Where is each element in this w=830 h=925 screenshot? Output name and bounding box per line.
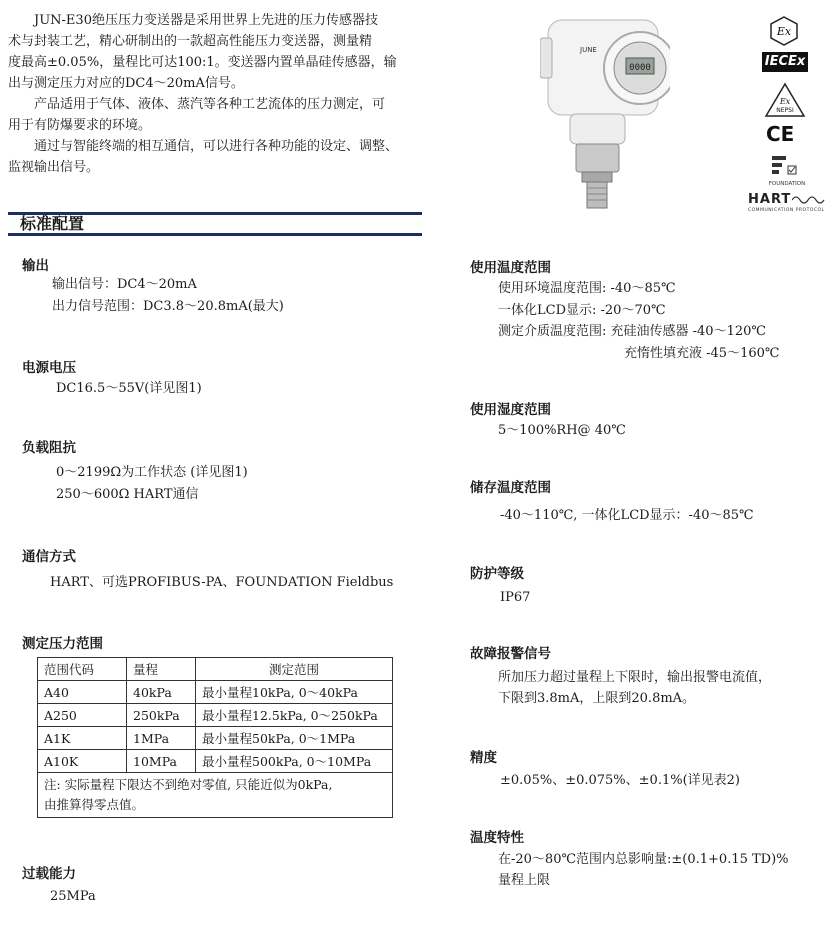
device-brand: JUNE bbox=[580, 46, 597, 54]
comm-value: HART、可选PROFIBUS-PA、FOUNDATION Fieldbus bbox=[50, 575, 394, 590]
nepsi-ex-text: Ex bbox=[779, 97, 791, 106]
iecex-icon: IECEx bbox=[762, 52, 808, 72]
table-note bbox=[38, 773, 393, 818]
range-heading: 测定压力范围 bbox=[22, 636, 103, 652]
table-cell: A250 bbox=[38, 704, 127, 727]
table-header: 测定范围 bbox=[196, 658, 393, 681]
table-cell: 最小量程50kPa, 0～1MPa bbox=[196, 727, 393, 750]
table-row bbox=[38, 704, 393, 727]
storage-value: -40～110℃, 一体化LCD显示：-40～85℃ bbox=[500, 508, 754, 523]
load-heading: 负载阻抗 bbox=[22, 440, 76, 456]
humidity-heading: 使用湿度范围 bbox=[470, 402, 551, 418]
hart-subtitle: COMMUNICATION PROTOCOL bbox=[748, 208, 825, 213]
table-header: 范围代码 bbox=[38, 658, 127, 681]
foundation-icon bbox=[762, 154, 812, 192]
table-row bbox=[38, 681, 393, 704]
load-value: 0～2199Ω为工作状态 (详见图1) bbox=[56, 465, 248, 480]
table-row bbox=[38, 750, 393, 773]
svg-text:0000: 0000 bbox=[629, 63, 651, 73]
intro-line: 用于有防爆要求的环境。 bbox=[8, 118, 152, 133]
transmitter-image bbox=[540, 10, 660, 210]
intro-line: JUN-E30绝压压力变送器是采用世界上先进的压力传感器技 bbox=[34, 13, 378, 28]
table-cell: 40kPa bbox=[127, 681, 196, 704]
table-cell: 最小量程10kPa, 0～40kPa bbox=[196, 681, 393, 704]
table-cell: A10K bbox=[38, 750, 127, 773]
table-cell: 10MPa bbox=[127, 750, 196, 773]
power-value: DC16.5～55V(详见图1) bbox=[56, 381, 202, 396]
intro-line: 产品适用于气体、液体、蒸汽等各种工艺流体的压力测定，可 bbox=[34, 97, 386, 112]
intro-line: 通过与智能终端的相互通信，可以进行各种功能的设定、调整、 bbox=[34, 139, 399, 154]
section-title: 标准配置 bbox=[8, 212, 422, 236]
ex-hexagon-icon bbox=[770, 16, 798, 50]
fault-value: 所加压力超过量程上下限时，输出报警电流值， bbox=[498, 670, 772, 685]
accuracy-value: ±0.05%、±0.075%、±0.1%(详见表2) bbox=[500, 773, 740, 788]
ce-mark-icon: CE bbox=[766, 122, 795, 146]
table-cell: 1MPa bbox=[127, 727, 196, 750]
storage-heading: 储存温度范围 bbox=[470, 480, 551, 496]
overload-value: 25MPa bbox=[50, 889, 96, 904]
temp-heading: 使用温度范围 bbox=[470, 260, 551, 276]
temp-medium: 测定介质温度范围: 充硅油传感器 -40～120℃ bbox=[498, 324, 766, 339]
output-range: 出力信号范围：DC3.8～20.8mA(最大) bbox=[52, 299, 284, 314]
table-cell: 最小量程12.5kPa, 0～250kPa bbox=[196, 704, 393, 727]
intro-line: 度最高±0.05%，量程比可达100:1。变送器内置单晶硅传感器，输 bbox=[8, 55, 397, 70]
output-heading: 输出 bbox=[22, 258, 49, 274]
table-note-row bbox=[38, 773, 393, 818]
load-hart: 250～600Ω HART通信 bbox=[56, 487, 199, 502]
humidity-value: 5～100%RH@ 40℃ bbox=[498, 423, 626, 438]
temp-inert: 充惰性填充液 -45～160℃ bbox=[624, 346, 780, 361]
temp-ambient: 使用环境温度范围: -40～85℃ bbox=[498, 281, 676, 296]
tempchar-value: 量程上限 bbox=[498, 873, 551, 888]
nepsi-text: NEPSI bbox=[776, 107, 794, 114]
table-cell: 250kPa bbox=[127, 704, 196, 727]
nepsi-icon bbox=[764, 82, 806, 122]
svg-text:Ex: Ex bbox=[776, 25, 792, 38]
intro-line: 监视输出信号。 bbox=[8, 160, 100, 175]
intro-line: 出与测定压力对应的DC4～20mA信号。 bbox=[8, 76, 244, 91]
comm-heading: 通信方式 bbox=[22, 549, 76, 565]
foundation-text: FOUNDATION bbox=[768, 181, 806, 187]
table-cell: A1K bbox=[38, 727, 127, 750]
tempchar-value: 在-20～80℃范围内总影响量:±(0.1+0.15 TD)% bbox=[498, 852, 789, 867]
table-row bbox=[38, 727, 393, 750]
fault-value: 下限到3.8mA，上限到20.8mA。 bbox=[498, 691, 696, 706]
table-note-line: 由推算得零点值。 bbox=[44, 797, 145, 812]
hart-icon: HART bbox=[748, 192, 792, 207]
table-note-line: 注: 实际量程下限达不到绝对零值, 只能近似为0kPa, bbox=[44, 777, 333, 792]
protection-value: IP67 bbox=[500, 590, 531, 605]
range-table bbox=[37, 657, 393, 818]
output-signal: 输出信号：DC4～20mA bbox=[52, 277, 197, 292]
temp-lcd: 一体化LCD显示: -20～70℃ bbox=[498, 303, 666, 318]
overload-heading: 过载能力 bbox=[22, 866, 76, 882]
table-cell: A40 bbox=[38, 681, 127, 704]
intro-line: 术与封装工艺，精心研制出的一款超高性能压力变送器，测量精 bbox=[8, 34, 373, 49]
table-header: 量程 bbox=[127, 658, 196, 681]
protection-heading: 防护等级 bbox=[470, 566, 524, 582]
table-header-row bbox=[38, 658, 393, 681]
power-heading: 电源电压 bbox=[22, 360, 76, 376]
accuracy-heading: 精度 bbox=[470, 750, 497, 766]
tempchar-heading: 温度特性 bbox=[470, 830, 524, 846]
fault-heading: 故障报警信号 bbox=[470, 646, 551, 662]
table-cell: 最小量程500kPa, 0～10MPa bbox=[196, 750, 393, 773]
